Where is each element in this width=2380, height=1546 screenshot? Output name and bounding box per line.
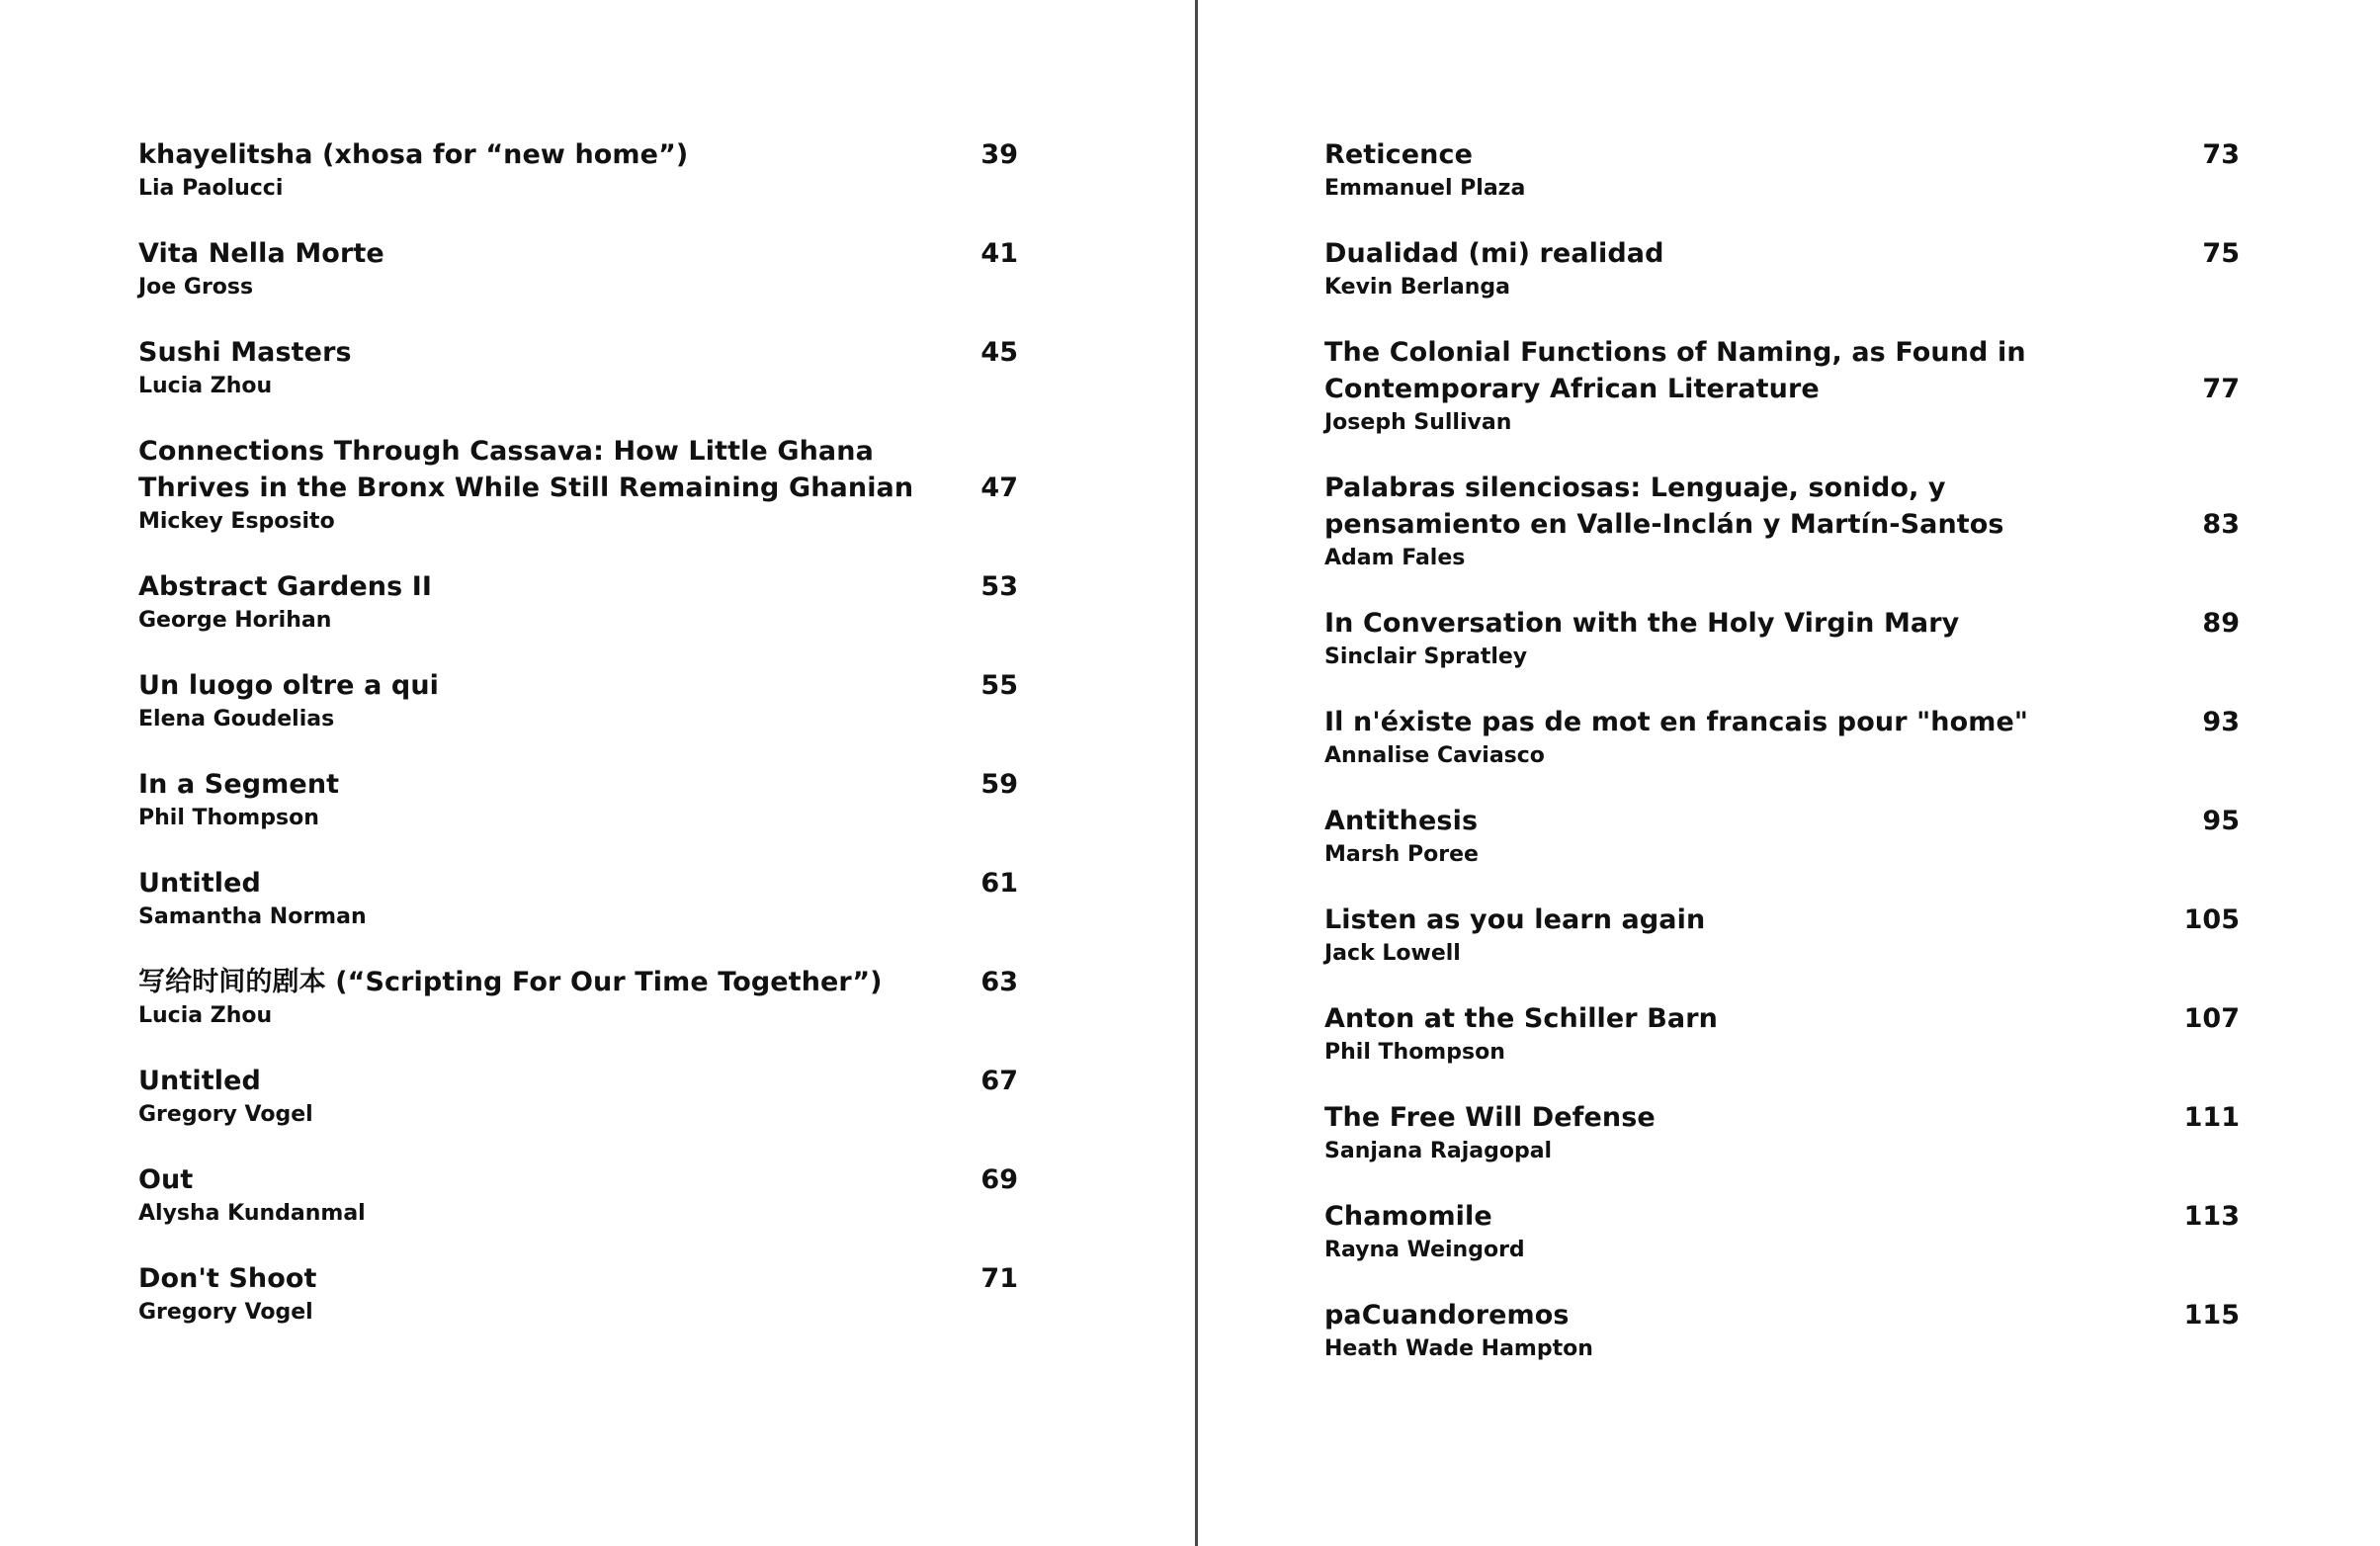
entry-title: Antithesis — [1324, 806, 1479, 836]
entry-title: Abstract Gardens II — [138, 571, 433, 602]
toc-entry — [1324, 902, 2246, 969]
entry-author: Samantha Norman — [138, 904, 367, 929]
entry-author: Lucia Zhou — [138, 374, 273, 398]
entry-title: paCuandoremos — [1324, 1300, 1570, 1331]
entry-page-number: 75 — [2202, 238, 2240, 269]
toc-entry — [1324, 235, 2246, 302]
entry-author: Lia Paolucci — [138, 176, 284, 201]
toc-entry — [138, 568, 1028, 636]
entry-page-number: 111 — [2183, 1102, 2240, 1133]
entry-title: In a Segment — [138, 769, 340, 800]
entry-page-number: 69 — [980, 1164, 1018, 1195]
entry-page-number: 95 — [2202, 806, 2240, 836]
entry-title: Untitled — [138, 868, 261, 899]
entry-title: Listen as you learn again — [1324, 904, 1706, 935]
entry-title: In Conversation with the Holy Virgin Mary — [1324, 608, 1960, 639]
entry-page-number: 89 — [2202, 608, 2240, 639]
toc-entry — [1324, 470, 2246, 573]
entry-author: Sinclair Spratley — [1324, 644, 1528, 669]
entry-title: Il n'éxiste pas de mot en francais pour "home" — [1324, 707, 2029, 737]
entry-title: Sushi Masters — [138, 337, 352, 368]
entry-page-number: 71 — [980, 1263, 1018, 1294]
entry-author: George Horihan — [138, 608, 332, 633]
entry-page-number: 77 — [2202, 374, 2240, 404]
entry-page-number: 115 — [2183, 1300, 2240, 1331]
entry-author: Sanjana Rajagopal — [1324, 1139, 1553, 1163]
entry-page-number: 63 — [980, 967, 1018, 997]
toc-entry — [1324, 1000, 2246, 1068]
entry-page-number: 67 — [980, 1066, 1018, 1096]
toc-list-right — [1324, 136, 2246, 1396]
toc-entry — [138, 136, 1028, 204]
entry-author: Adam Fales — [1324, 546, 1466, 570]
entry-author: Heath Wade Hampton — [1324, 1336, 1593, 1361]
entry-page-number: 61 — [980, 868, 1018, 899]
entry-title: Don't Shoot — [138, 1263, 317, 1294]
entry-title: Un luogo oltre a qui — [138, 670, 440, 701]
entry-title: Untitled — [138, 1066, 261, 1096]
entry-author: Marsh Poree — [1324, 842, 1479, 867]
toc-entry — [138, 1260, 1028, 1328]
entry-page-number: 93 — [2202, 707, 2240, 737]
toc-entry — [1324, 1099, 2246, 1166]
entry-author: Annalise Caviasco — [1324, 743, 1545, 768]
toc-entry — [1324, 803, 2246, 870]
entry-page-number: 105 — [2183, 904, 2240, 935]
entry-title: Dualidad (mi) realidad — [1324, 238, 1664, 269]
entry-page-number: 45 — [980, 337, 1018, 368]
toc-entry — [1324, 334, 2246, 438]
toc-list-left — [138, 136, 1028, 1359]
entry-title: 写给时间的剧本 (“Scripting For Our Time Together”) — [138, 967, 883, 997]
toc-entry — [138, 865, 1028, 932]
entry-author: Gregory Vogel — [138, 1102, 313, 1127]
entry-author: Kevin Berlanga — [1324, 275, 1510, 300]
entry-page-number: 107 — [2183, 1003, 2240, 1034]
entry-author: Mickey Esposito — [138, 509, 335, 534]
entry-page-number: 53 — [980, 571, 1018, 602]
entry-page-number: 47 — [980, 472, 1018, 503]
toc-entry — [138, 433, 1028, 537]
entry-title: Reticence — [1324, 139, 1474, 170]
entry-author: Lucia Zhou — [138, 1003, 273, 1028]
toc-entry — [138, 667, 1028, 734]
entry-title: Connections Through Cassava: How Little Ghana Thrives in the Bronx While Still Remaining Ghanian — [138, 436, 914, 503]
entry-author: Alysha Kundanmal — [138, 1201, 366, 1226]
entry-title: Out — [138, 1164, 194, 1195]
toc-entry — [1324, 1297, 2246, 1364]
entry-title: The Free Will Defense — [1324, 1102, 1656, 1133]
entry-author: Joseph Sullivan — [1324, 410, 1512, 435]
toc-entry — [1324, 136, 2246, 204]
entry-author: Rayna Weingord — [1324, 1238, 1525, 1262]
toc-entry — [1324, 605, 2246, 672]
toc-entry — [1324, 1198, 2246, 1265]
entry-page-number: 59 — [980, 769, 1018, 800]
entry-author: Emmanuel Plaza — [1324, 176, 1526, 201]
entry-title: The Colonial Functions of Naming, as Found in Contemporary African Literature — [1324, 337, 2026, 404]
entry-page-number: 83 — [2202, 509, 2240, 540]
toc-entry — [138, 1161, 1028, 1229]
toc-entry — [138, 1063, 1028, 1130]
toc-entry — [138, 334, 1028, 401]
entry-page-number: 73 — [2202, 139, 2240, 170]
right-page — [1190, 0, 2380, 1536]
entry-page-number: 41 — [980, 238, 1018, 269]
entry-page-number: 55 — [980, 670, 1018, 701]
entry-title: Anton at the Schiller Barn — [1324, 1003, 1718, 1034]
entry-author: Phil Thompson — [138, 806, 319, 830]
entry-title: Palabras silenciosas: Lenguaje, sonido, y pensamiento en Valle-Inclán y Martín-Santos — [1324, 472, 2004, 540]
entry-page-number: 113 — [2183, 1201, 2240, 1232]
toc-entry — [1324, 704, 2246, 771]
toc-entry — [138, 235, 1028, 302]
entry-title: khayelitsha (xhosa for “new home”) — [138, 139, 689, 170]
entry-author: Gregory Vogel — [138, 1300, 313, 1325]
entry-title: Vita Nella Morte — [138, 238, 384, 269]
entry-title: Chamomile — [1324, 1201, 1492, 1232]
entry-page-number: 39 — [980, 139, 1018, 170]
entry-author: Jack Lowell — [1324, 941, 1461, 966]
entry-author: Joe Gross — [138, 275, 254, 300]
toc-entry — [138, 964, 1028, 1031]
toc-entry — [138, 766, 1028, 833]
entry-author: Phil Thompson — [1324, 1040, 1505, 1065]
left-page — [0, 0, 1190, 1536]
entry-author: Elena Goudelias — [138, 707, 335, 731]
